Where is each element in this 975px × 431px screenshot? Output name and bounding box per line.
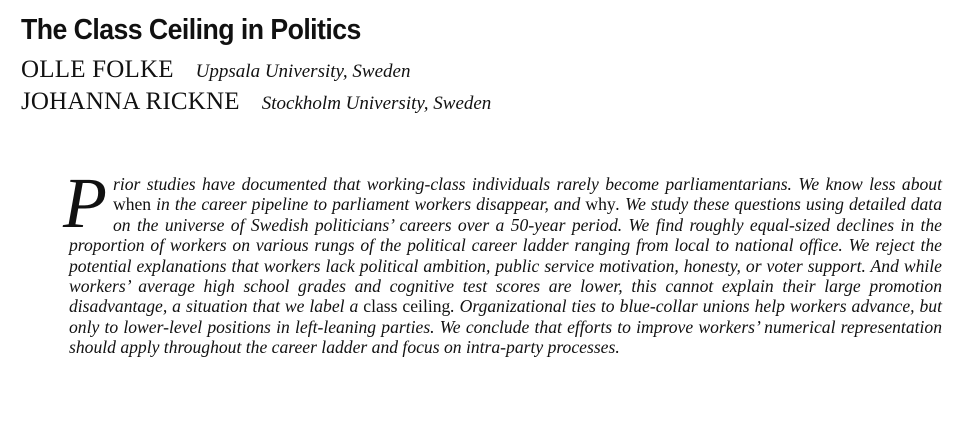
author-name: JOHANNA RICKNE	[21, 88, 240, 115]
abstract-text: rior studies have documented that working-class individuals rarely become parliamentarians. We know less about	[112, 174, 942, 194]
abstract-drop-cap: P	[63, 163, 107, 243]
author-affiliation: Uppsala University, Sweden	[195, 61, 411, 82]
abstract-emphasis-when: when	[112, 194, 152, 215]
abstract-text: . We study these questions using detailed data on the universe of Swedish politicians’ careers over a 50-year period. We find roughly equal-sized declines in the proportion of workers on various rungs of the political career ladder ranging from local to national office. We reject the potential explanations that workers lack political ambition, public service motivation, honesty, or voter support. And while workers’ average high school grades and cognitive test scores are lower, this cannot explain their large promotion disadvantage, a situation that we label a	[69, 194, 942, 317]
abstract	[63, 163, 942, 358]
author-line-1	[21, 56, 410, 84]
paper-title: The Class Ceiling in Politics	[21, 14, 361, 46]
abstract-text: . Organizational ties to blue-collar unions help workers advance, but only to lower-level positions in left-leaning parties. We conclude that efforts to improve workers’ numerical representation should apply throughout the career ladder and focus on intra-party processes.	[69, 296, 942, 358]
author-name: OLLE FOLKE	[21, 56, 174, 83]
abstract-text: in the career pipeline to parliament workers disappear, and	[151, 194, 586, 215]
abstract-emphasis-why: why	[585, 194, 616, 215]
author-line-2	[21, 88, 491, 116]
author-affiliation: Stockholm University, Sweden	[261, 93, 492, 114]
abstract-emphasis-class-ceiling: class ceiling	[363, 296, 451, 317]
